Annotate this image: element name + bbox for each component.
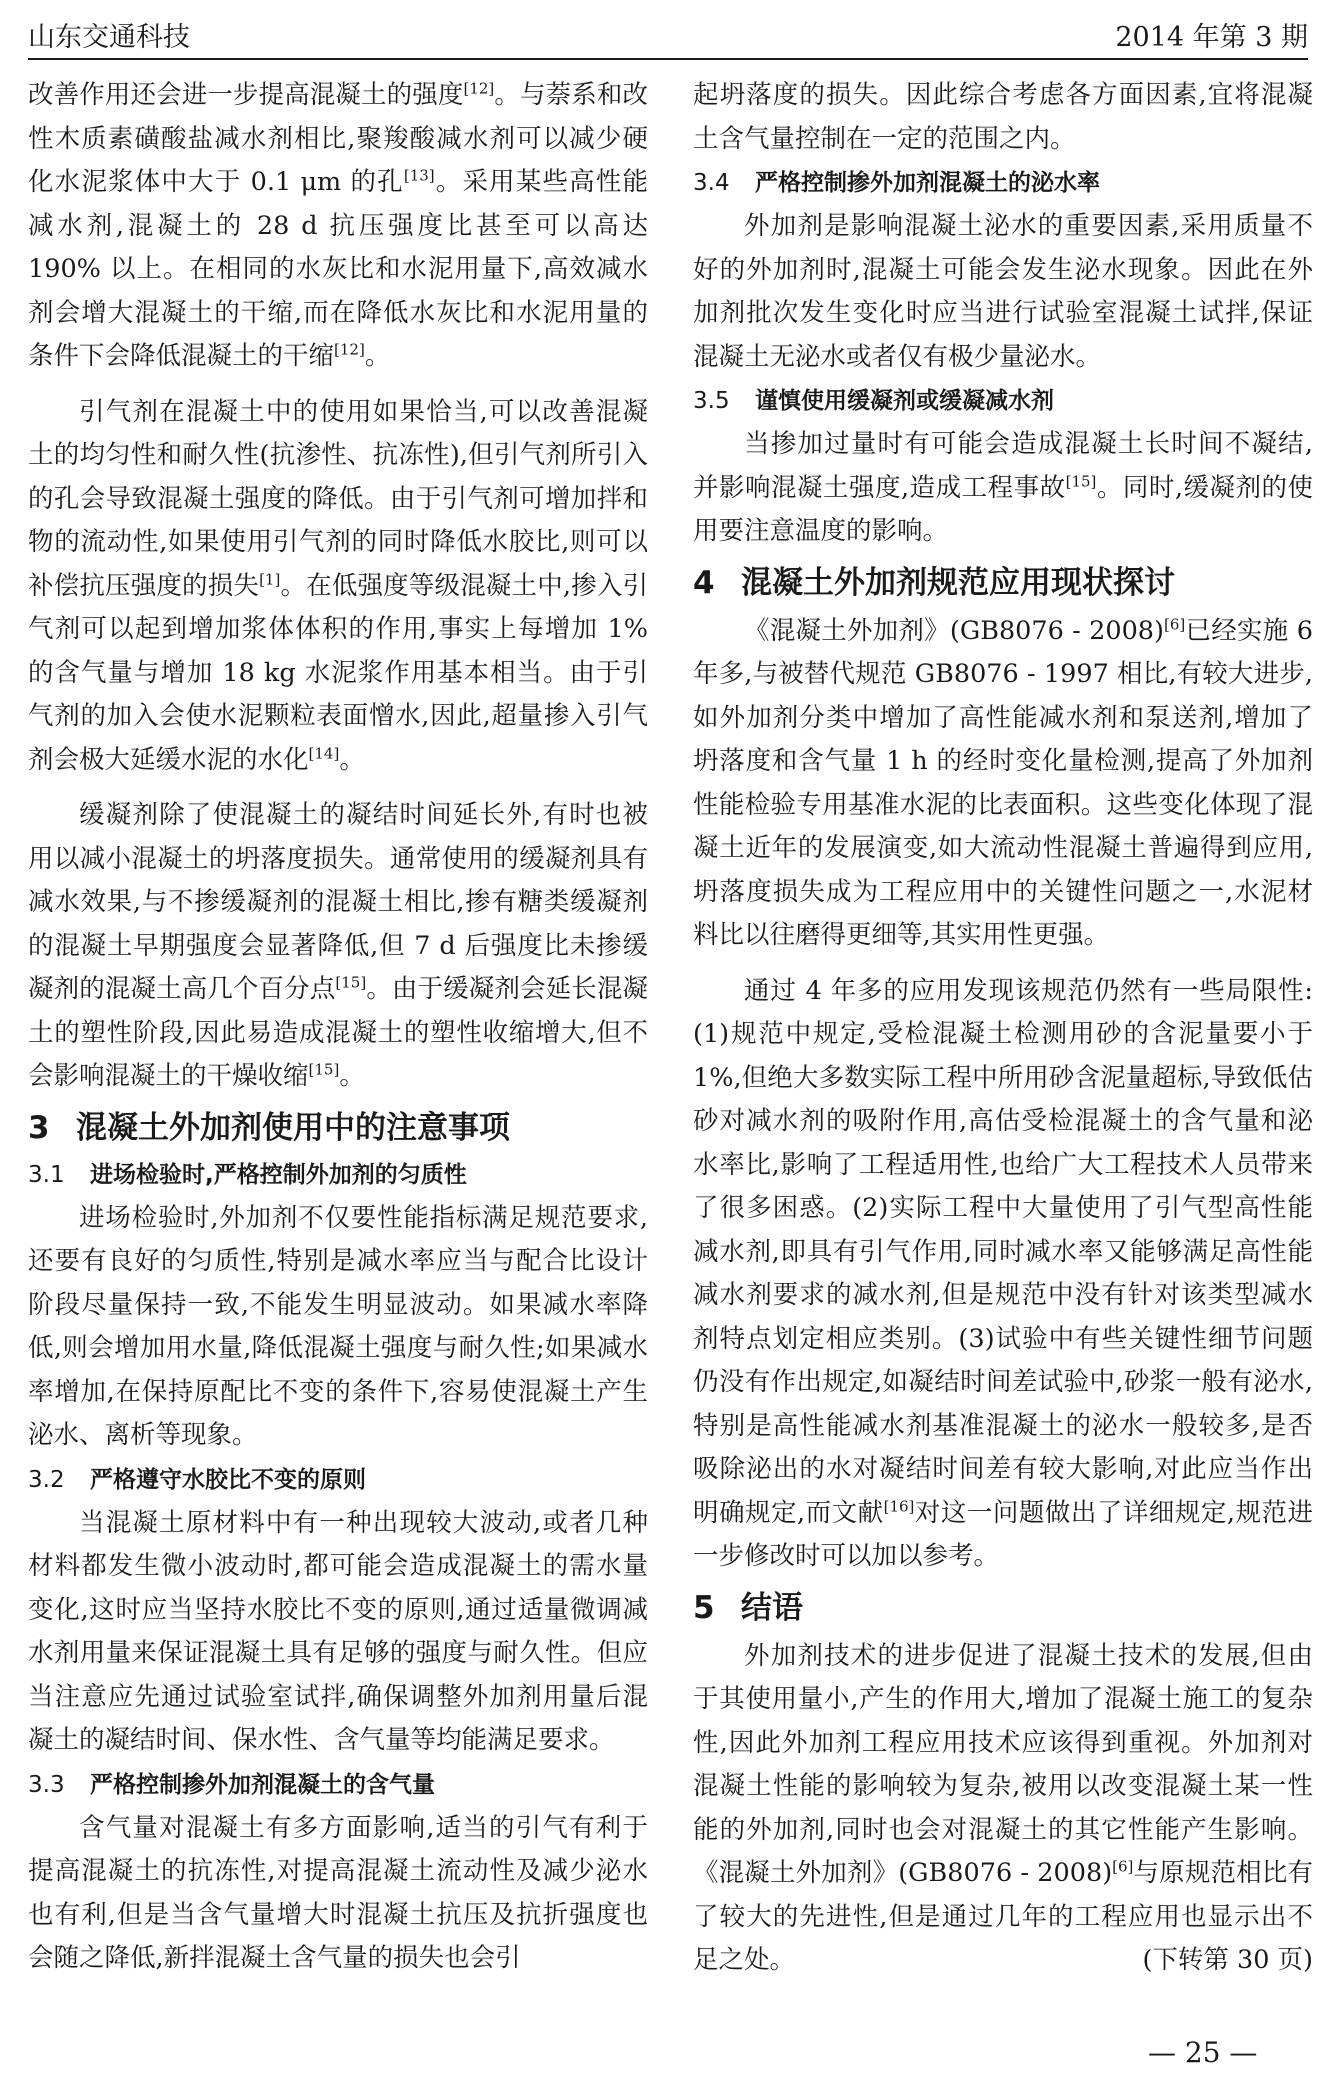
section-number: 3 (28, 1109, 50, 1146)
subsection-title: 严格控制掺外加剂混凝土的含气量 (90, 1771, 435, 1798)
paragraph: 当混凝土原材料中有一种出现较大波动,或者几种材料都发生微小波动时,都可能会造成混凝土的需水量变化,这时应当坚持水胶比不变的原则,通过适量微调减水剂用量来保证混凝土具有足够的强度与耐久性。但应当注意应先通过试验室试拌,确保调整外加剂用量后混凝土的凝结时间、保水性、含气量等均能满足要求。 (28, 1507, 648, 1755)
paragraph: 外加剂是影响混凝土泌水的重要因素,采用质量不好的外加剂时,混凝土可能会发生泌水现象。因此在外加剂批次发生变化时应当进行试验室混凝土试拌,保证混凝土无泌水或者仅有极少量泌水。 (693, 211, 1313, 372)
subsection-title: 严格遵守水胶比不变的原则 (90, 1466, 366, 1493)
subsection-title: 严格控制掺外加剂混凝土的泌水率 (755, 170, 1100, 196)
subsection-number: 3.4 (693, 170, 730, 196)
section-title: 混凝土外加剂规范应用现状探讨 (741, 564, 1175, 601)
subsection-number: 3.5 (693, 388, 730, 414)
paragraph-text: 外加剂技术的进步促进了混凝土技术的发展,但由于其使用量小,产生的作用大,增加了混凝土施工的复杂性,因此外加剂工程应用技术应该得到重视。外加剂对混凝土性能的影响较为复杂,被用以改变混凝土某一性能的外加剂,同时也会对混凝土的其它性能产生影响。《混凝土外加剂》(GB8076 - 2008)[6]与原规范相比有了较大的先进性,但是通过几年的工程应用也显示出不足之处。 (693, 1640, 1313, 1975)
paragraph: 进场检验时,外加剂不仅要性能指标满足规范要求,还要有良好的匀质性,特别是减水率应当与配合比设计阶段尽量保持一致,不能发生明显波动。如果减水率降低,则会增加用水量,降低混凝土强度与耐久性;如果减水率增加,在保持原配比不变的条件下,容易使混凝土产生泌水、离析等现象。 (28, 1202, 648, 1450)
section-heading-4 (693, 560, 1313, 606)
paragraph: 含气量对混凝土有多方面影响,适当的引气有利于提高混凝土的抗冻性,对提高混凝土流动性及减少泌水也有利,但是当含气量增大时混凝土抗压及抗折强度也会随之降低,新拌混凝土含气量的损失也会引 (28, 1812, 648, 1973)
right-column (693, 74, 1313, 1983)
section-number: 5 (693, 1589, 715, 1626)
running-header (28, 20, 1308, 60)
left-column (28, 74, 648, 1981)
subsection-heading-3-1 (28, 1155, 648, 1195)
subsection-heading-3-4 (693, 163, 1313, 203)
paragraph: 通过 4 年多的应用发现该规范仍然有一些局限性:(1)规范中规定,受检混凝土检测用砂的含泥量要小于 1%,但绝大多数实际工程中所用砂含泥量超标,导致低估砂对减水剂的吸附作用,高估受检混凝土的含气量和泌水率比,影响了工程适用性,也给广大工程技术人员带来了很多困惑。(2)实际工程中大量使用了引气型高性能减水剂,即具有引气作用,同时减水率又能够满足高性能减水剂要求的减水剂,但是规范中没有针对该类型减水剂特点划定相应类别。(3)试验中有些关键性细节问题仍没有作出规定,如凝结时间差试验中,砂浆一般有泌水,特别是高性能减水剂基准混凝土的泌水一般较多,是否吸除泌出的水对凝结时间差有较大影响,对此应当作出明确规定,而文献[16]对这一问题做出了详细规定,规范进一步修改时可以加以参考。 (693, 975, 1314, 1571)
paragraph: 起坍落度的损失。因此综合考虑各方面因素,宜将混凝土含气量控制在一定的范围之内。 (693, 80, 1313, 154)
page-number: — 25 — (1148, 2036, 1258, 2069)
subsection-heading-3-3 (28, 1765, 648, 1805)
section-title: 结语 (741, 1589, 803, 1626)
subsection-title: 谨慎使用缓凝剂或缓凝减水剂 (755, 388, 1054, 414)
section-title: 混凝土外加剂使用中的注意事项 (76, 1109, 510, 1146)
continuation-note: (下转第 30 页) (1142, 1945, 1313, 1975)
section-heading-3 (28, 1105, 648, 1151)
paragraph (693, 1635, 1313, 1983)
paragraph: 改善作用还会进一步提高混凝土的强度[12]。与萘系和改性木质素磺酸盐减水剂相比,聚羧酸减水剂可以减少硬化水泥浆体中大于 0.1 μm 的孔[13]。采用某些高性能减水剂,混凝土的 28 d 抗压强度比甚至可以高达 190% 以上。在相同的水灰比和水泥用量下,高效减水剂会增大混凝土的干缩,而在降低水灰比和水泥用量的条件下会降低混凝土的干缩[12]。 (28, 79, 648, 371)
paragraph: 《混凝土外加剂》(GB8076 - 2008)[6]已经实施 6 年多,与被替代规范 GB8076 - 1997 相比,有较大进步,如外加剂分类中增加了高性能减水剂和泵送剂,增加了坍落度和含气量 1 h 的经时变化量检测,提高了外加剂性能检验专用基准水泥的比表面积。这些变化体现了混凝土近年的发展演变,如大流动性混凝土普遍得到应用,坍落度损失成为工程应用中的关键性问题之一,水泥材料比以往磨得更细等,其实用性更强。 (693, 615, 1313, 950)
issue-label: 2014 年第 3 期 (1115, 22, 1308, 53)
subsection-heading-3-5 (693, 381, 1313, 421)
subsection-number: 3.2 (28, 1466, 65, 1493)
journal-name: 山东交通科技 (28, 22, 190, 53)
paragraph: 缓凝剂除了使混凝土的凝结时间延长外,有时也被用以减小混凝土的坍落度损失。通常使用的缓凝剂具有减水效果,与不掺缓凝剂的混凝土相比,掺有糖类缓凝剂的混凝土早期强度会显著降低,但 7 d 后强度比未掺缓凝剂的混凝土高几个百分点[15]。由于缓凝剂会延长混凝土的塑性阶段,因此易造成混凝土的塑性收缩增大,但不会影响混凝土的干燥收缩[15]。 (28, 800, 648, 1091)
paragraph: 引气剂在混凝土中的使用如果恰当,可以改善混凝土的均匀性和耐久性(抗渗性、抗冻性),但引气剂所引入的孔会导致混凝土强度的降低。由于引气剂可增加拌和物的流动性,如果使用引气剂的同时降低水胶比,则可以补偿抗压强度的损失[1]。在低强度等级混凝土中,掺入引气剂可以起到增加浆体体积的作用,事实上每增加 1% 的含气量与增加 18 kg 水泥浆作用基本相当。由于引气剂的加入会使水泥颗粒表面憎水,因此,超量掺入引气剂会极大延缓水泥的水化[14]。 (28, 396, 648, 775)
subsection-number: 3.1 (28, 1161, 65, 1188)
section-heading-5 (693, 1585, 1313, 1631)
paragraph: 当掺加过量时有可能会造成混凝土长时间不凝结,并影响混凝土强度,造成工程事故[15]。同时,缓凝剂的使用要注意温度的影响。 (693, 429, 1314, 546)
subsection-title: 进场检验时,严格控制外加剂的匀质性 (90, 1161, 467, 1188)
subsection-heading-3-2 (28, 1460, 648, 1500)
section-number: 4 (693, 564, 715, 601)
subsection-number: 3.3 (28, 1771, 65, 1798)
